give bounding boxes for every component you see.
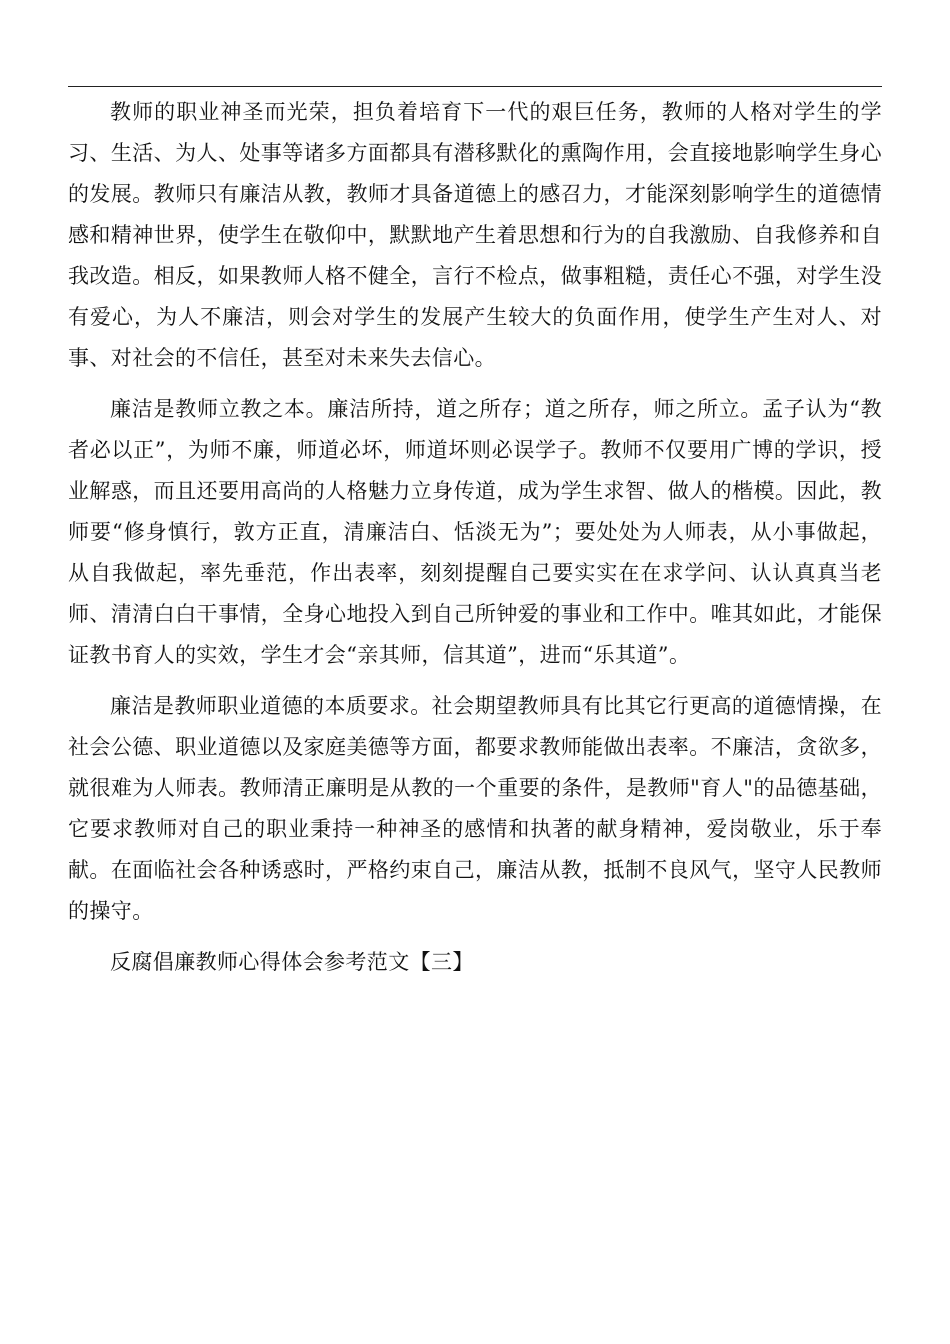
section-heading: 反腐倡廉教师心得体会参考范文【三】 [110,950,474,974]
paragraph-3: 廉洁是教师职业道德的本质要求。社会期望教师具有比其它行更高的道德情操，在社会公德、职业道德以及家庭美德等方面，都要求教师能做出表率。不廉洁，贪欲多，就很难为人师表。教师清正廉明是从教的一个重要的条件，是教师"育人"的品德基础，它要求教师对自己的职业秉持一种神圣的感情和执著的献身精神，爱岗敬业，乐于奉献。在面临社会各种诱惑时，严格约束自己，廉洁从教，抵制不良风气，坚守人民教师的操守。 [68,694,882,923]
header-rule [68,86,882,87]
paragraph-1: 教师的职业神圣而光荣，担负着培育下一代的艰巨任务，教师的人格对学生的学习、生活、为人、处事等诸多方面都具有潜移默化的熏陶作用，会直接地影响学生身心的发展。教师只有廉洁从教，教师才具备道德上的感召力，才能深刻影响学生的道德情感和精神世界，使学生在敬仰中，默默地产生着思想和行为的自我激励、自我修养和自我改造。相反，如果教师人格不健全，言行不检点，做事粗糙，责任心不强，对学生没有爱心，为人不廉洁，则会对学生的发展产生较大的负面作用，使学生产生对人、对事、对社会的不信任，甚至对未来失去信心。 [68,100,882,370]
paragraph-2: 廉洁是教师立教之本。廉洁所持，道之所存；道之所存，师之所立。孟子认为“教者必以正”，为师不廉，师道必坏，师道坏则必误学子。教师不仅要用广博的学识，授业解惑，而且还要用高尚的人格魅力立身传道，成为学生求智、做人的楷模。因此，教师要“修身慎行，敦方正直，清廉洁白、恬淡无为”；要处处为人师表，从小事做起，从自我做起，率先垂范，作出表率，刻刻提醒自己要实实在在求学问、认认真真当老师、清清白白干事情，全身心地投入到自己所钟爱的事业和工作中。唯其如此，才能保证教书育人的实效，学生才会“亲其师，信其道”，进而“乐其道”。 [68,397,882,667]
document-body [68,92,882,983]
